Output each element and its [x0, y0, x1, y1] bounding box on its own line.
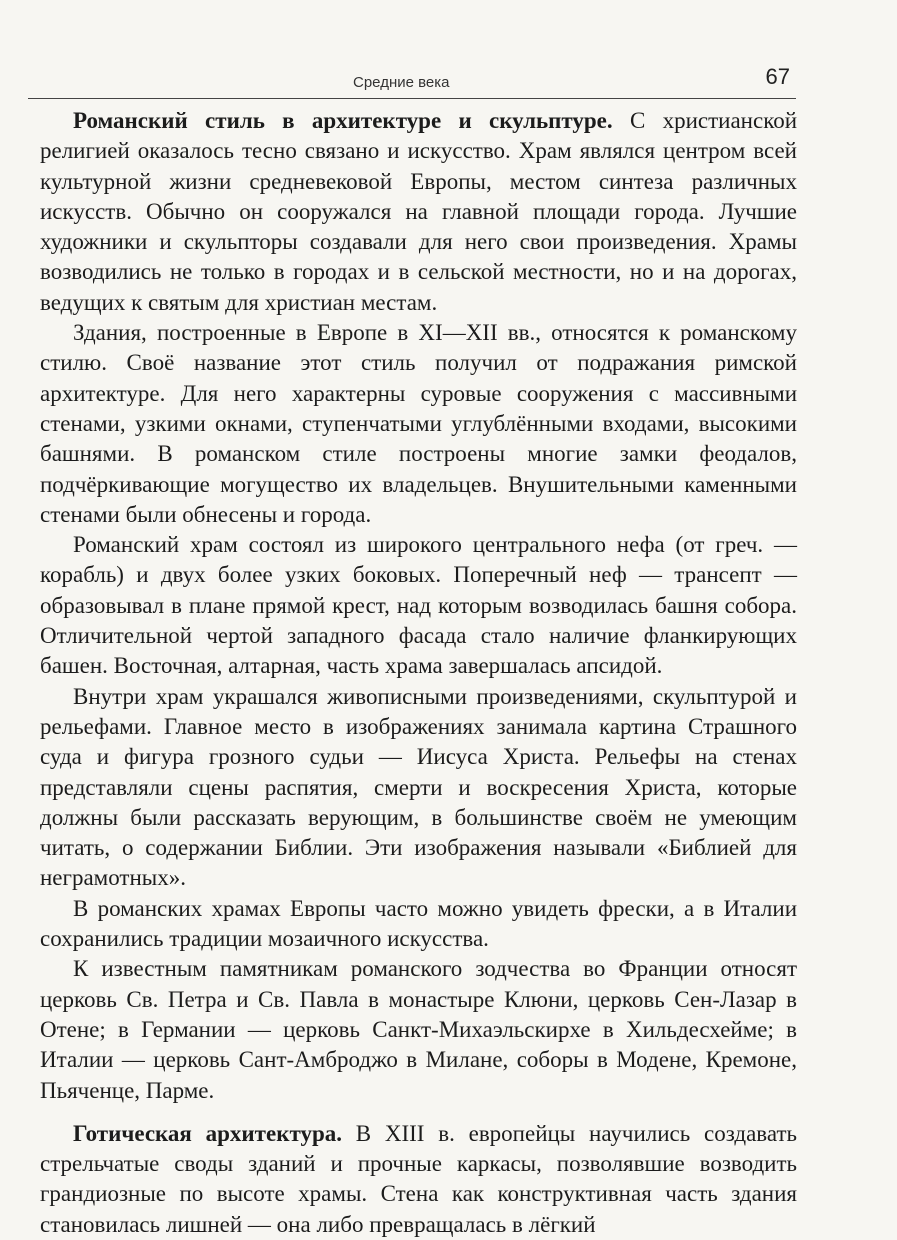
page-header [28, 62, 796, 99]
paragraph-text: С христианской религией оказалось тесно связано и искусство. Храм являлся центром всей культурной жизни средневековой Европы, местом синтеза различных искусств. Обычно он сооружался на главной площади города. Лучшие художники и скульпторы создавали для него свои произведения. Храмы возводились не только в городах и в сельской местности, но и на дорогах, ведущих к святым для христиан местам. [40, 108, 798, 315]
paragraph-text: В XIII в. европейцы научились создавать стрельчатые своды зданий и прочные каркасы, позволявшие возводить грандиозные по высоте храмы. Стена как конструктивная часть здания становилась лишней — она либо превращалась в лёгкий [40, 1120, 798, 1237]
paragraph-monuments [40, 954, 797, 1105]
section-heading-romanesque: Романский стиль в архитектуре и скульптуре. [73, 108, 613, 133]
paragraph-text: Внутри храм украшался живописными произведениями, скульптурой и рельефами. Главное место в изображениях занимала картина Страшного суда и фигура грозного судьи — Иисуса Христа. Рельефы на стенах представляли сцены распятия, смерти и воскресения Христа, которые должны были рассказать верующим, в большинстве своём не умеющим читать, о содержании Библии. Эти изображения называли «Библией для неграмотных». [40, 683, 797, 891]
paragraph-romanesque-temple [40, 530, 797, 681]
paragraph-romanesque-intro [40, 106, 797, 318]
paragraph-gothic-intro [40, 1119, 797, 1240]
page-number: 67 [765, 64, 790, 89]
section-heading-gothic: Готическая архитектура. [73, 1120, 342, 1146]
paragraph-text: В романских храмах Европы часто можно увидеть фрески, а в Италии сохранились традиции мозаичного искусства. [40, 895, 797, 952]
paragraph-temple-decoration [40, 682, 797, 894]
paragraph-text: Здания, построенные в Европе в XI—XII вв., относятся к романскому стилю. Своё название этот стиль получил от подражания римской архитектуре. Для него характерны суровые сооружения с массивными стенами, узкими окнами, ступенчатыми углублёнными входами, высокими башнями. В романском стиле построены многие замки феодалов, подчёркивающие могущество их владельцев. Внушительными каменными стенами были обнесены и города. [40, 320, 797, 527]
paragraph-text: Романский храм состоял из широкого центрального нефа (от греч. — корабль) и двух более узких боковых. Поперечный неф — трансепт — образовывал в плане прямой крест, над которым возводилась башня собора. Отличительной чертой западного фасада стало наличие фланкирующих башен. Восточная, алтарная, часть храма завершалась апсидой. [40, 532, 797, 679]
body-text [40, 106, 797, 1240]
paragraph-frescoes [40, 894, 797, 955]
paragraph-romanesque-buildings [40, 318, 797, 530]
paragraph-text: К известным памятникам романского зодчества во Франции относят церковь Св. Петра и Св. Павла в монастыре Клюни, церковь Сен-Лазар в Отене; в Германии — церковь Санкт-Михаэльскирхе в Хильдесхейме; в Италии — церковь Сант-Амброджо в Милане, соборы в Модене, Кремоне, Пьяченце, Парме. [40, 956, 797, 1103]
running-head: Средние века [353, 74, 450, 91]
